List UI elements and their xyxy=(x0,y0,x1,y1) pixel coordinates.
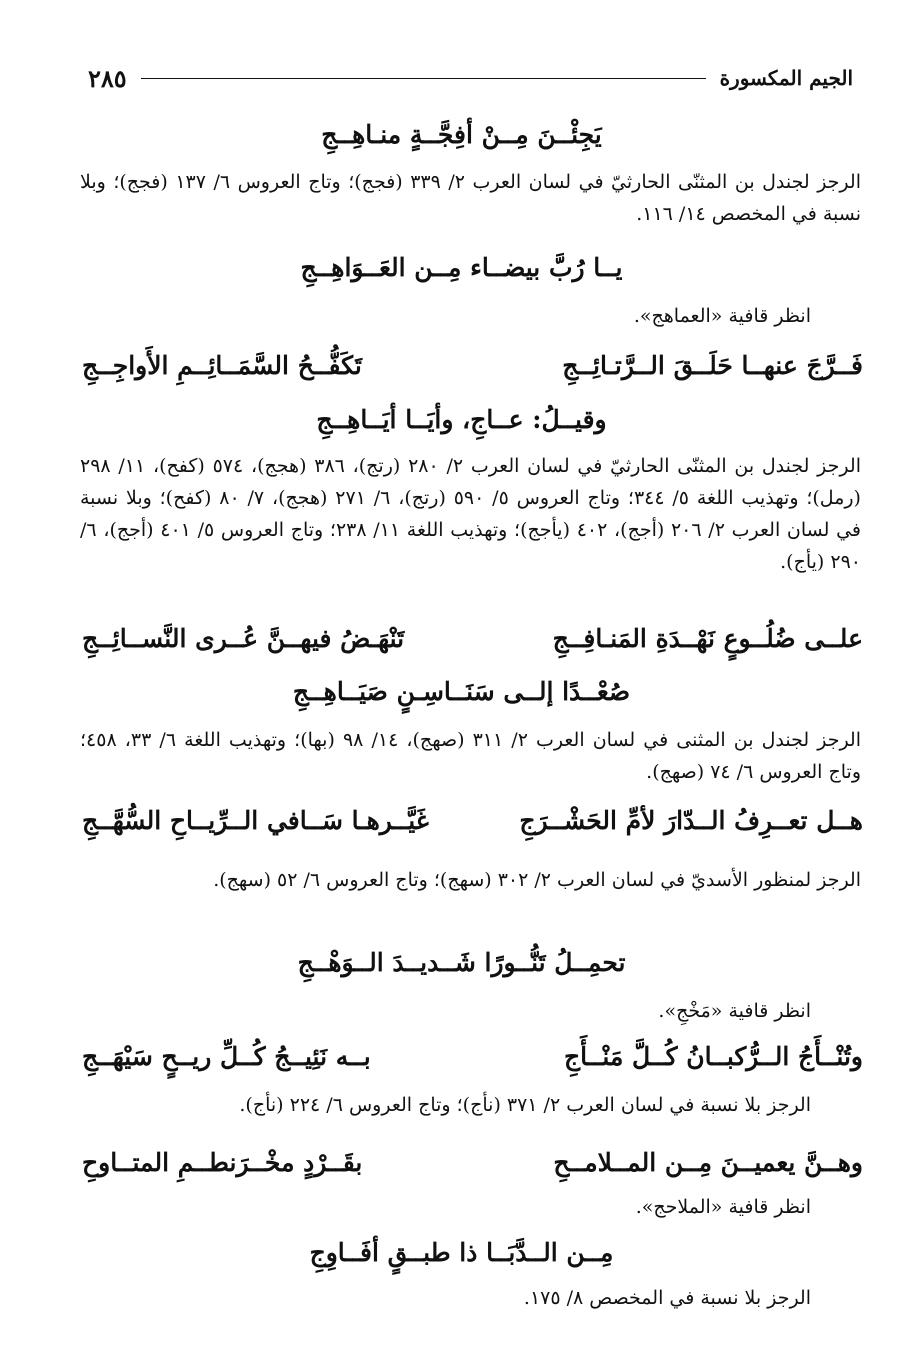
verse-hemistich-second: تَكَفُّــحُ السَّمَــائِــمِ الأَواجِــجِ xyxy=(82,351,362,380)
verse-couplet xyxy=(82,806,863,835)
verse-hemistich-first: هــل تعــرِفُ الــدّارَ لأمِّ الحَشْــرَجِ xyxy=(519,806,863,835)
verse-couplet xyxy=(82,1148,863,1177)
verse-couplet xyxy=(82,624,863,653)
citation-paragraph: الرجز لجندل بن المثنى في لسان العرب ٢/ ٣١١ (صهج)، ١٤/ ٩٨ (بها)؛ وتهذيب اللغة ٦/ ٣٣، ٤٥٨؛ وتاج العروس ٦/ ٧٤ (صهج). xyxy=(80,729,862,783)
verse-hemistich-first: علــى ضُلُــوعٍ نَهْــدَةِ المَنـافِــجِ xyxy=(552,624,863,653)
citation-paragraph: الرجز لجندل بن المثنّى الحارثيّ في لسان العرب ٢/ ٢٨٠ (رتج)، ٣٨٦ (هجج)، ٥٧٤ (كفح)، ١١/ ٢٩٨ (رمل)؛ وتهذيب اللغة ٥/ ٣٤٤؛ وتاج العروس ٥/ ٥٩٠ (رتج)، ٦/ ٢٧١ (هجج)، ٧/ ٨٠ (كفح)؛ وبلا نسبة في لسان العرب ٢/ ٢٠٦ (أجج)، ٤٠٢ (يأجج)؛ وتهذيب اللغة ١١/ ٢٣٨؛ وتاج العروس ٥/ ٤٠١ (أجج)، ٦/ ٢٩٠ (يأج). xyxy=(80,455,862,573)
verse-line: يــا رُبَّ بيضــاء مِــن العَــوَاهِــجِ xyxy=(300,253,623,282)
verse-hemistich-first: وتُنْــأَجُ الــرُّكبــانُ كُــلَّ مَنْــأَجِ xyxy=(564,1042,863,1071)
citation-paragraph: الرجز لمنظور الأسديّ في لسان العرب ٢/ ٣٠٢ (سهج)؛ وتاج العروس ٦/ ٥٢ (سهج). xyxy=(213,869,861,891)
verse-hemistich-second: تَنْهَـضُ فيهــنَّ عُــرى النَّســائِــجِ xyxy=(82,624,405,653)
verse-hemistich-first: وهــنَّ يعميــنَ مِــن المــلامــحِ xyxy=(553,1148,863,1177)
verse-line: تحمِــلُ تَنُّــورًا شَــديــدَ الــوَهْــجِ xyxy=(297,948,626,977)
cross-reference-note: انظر قافية «الملاحج». xyxy=(635,1196,811,1218)
verse-line: مِــن الــدَّبَــا ذا طبــقٍ أفَــاوِجِ xyxy=(309,1238,614,1267)
page-header xyxy=(88,58,853,98)
verse-line: صُعْــدًا إلــى سَنَــاسِـنٍ صَيَــاهِــجِ xyxy=(292,677,631,706)
verse-hemistich-second: بقَــرْدٍ مخْــرَنطــمِ المتــاوحِ xyxy=(82,1148,363,1177)
header-rule xyxy=(141,78,706,79)
verse-hemistich-second: غَيَّــرهـا سَــافي الــرِّيــاحِ السُّهَّــجِ xyxy=(82,806,429,835)
verse-couplet xyxy=(82,351,863,380)
chapter-title: الجيم المكسورة xyxy=(719,66,853,90)
citation-paragraph: الرجز لجندل بن المثنّى الحارثيّ في لسان العرب ٢/ ٣٣٩ (فجج)؛ وتاج العروس ٦/ ١٣٧ (فجج)؛ وبلا نسبة في المخصص ١٤/ ١١٦. xyxy=(80,171,861,225)
verse-hemistich-first: فَــرَّجَ عنهــا حَلَــقَ الــرَّتـائِــجِ xyxy=(562,351,863,380)
verse-line: وقيــلُ: عــاجِ، وأيَــا أيَــاهِــجِ xyxy=(316,405,607,434)
cross-reference-note: انظر قافية «العماهج». xyxy=(633,305,811,327)
verse-line: يَجِئْــنَ مِــنْ أفِجَّــةٍ منـاهِــجِ xyxy=(321,120,602,149)
verse-hemistich-second: بــه نَئِيــجُ كُــلِّ ريــحٍ سَيْهَــجِ xyxy=(82,1042,371,1071)
cross-reference-note: انظر قافية «مَخْجِ». xyxy=(658,1000,811,1022)
citation-paragraph: الرجز بلا نسبة في لسان العرب ٢/ ٣٧١ (نأج)؛ وتاج العروس ٦/ ٢٢٤ (نأج). xyxy=(239,1094,811,1116)
verse-couplet xyxy=(82,1042,863,1071)
page-number: ٢٨٥ xyxy=(88,63,127,93)
citation-paragraph: الرجز بلا نسبة في المخصص ٨/ ١٧٥. xyxy=(523,1287,811,1309)
